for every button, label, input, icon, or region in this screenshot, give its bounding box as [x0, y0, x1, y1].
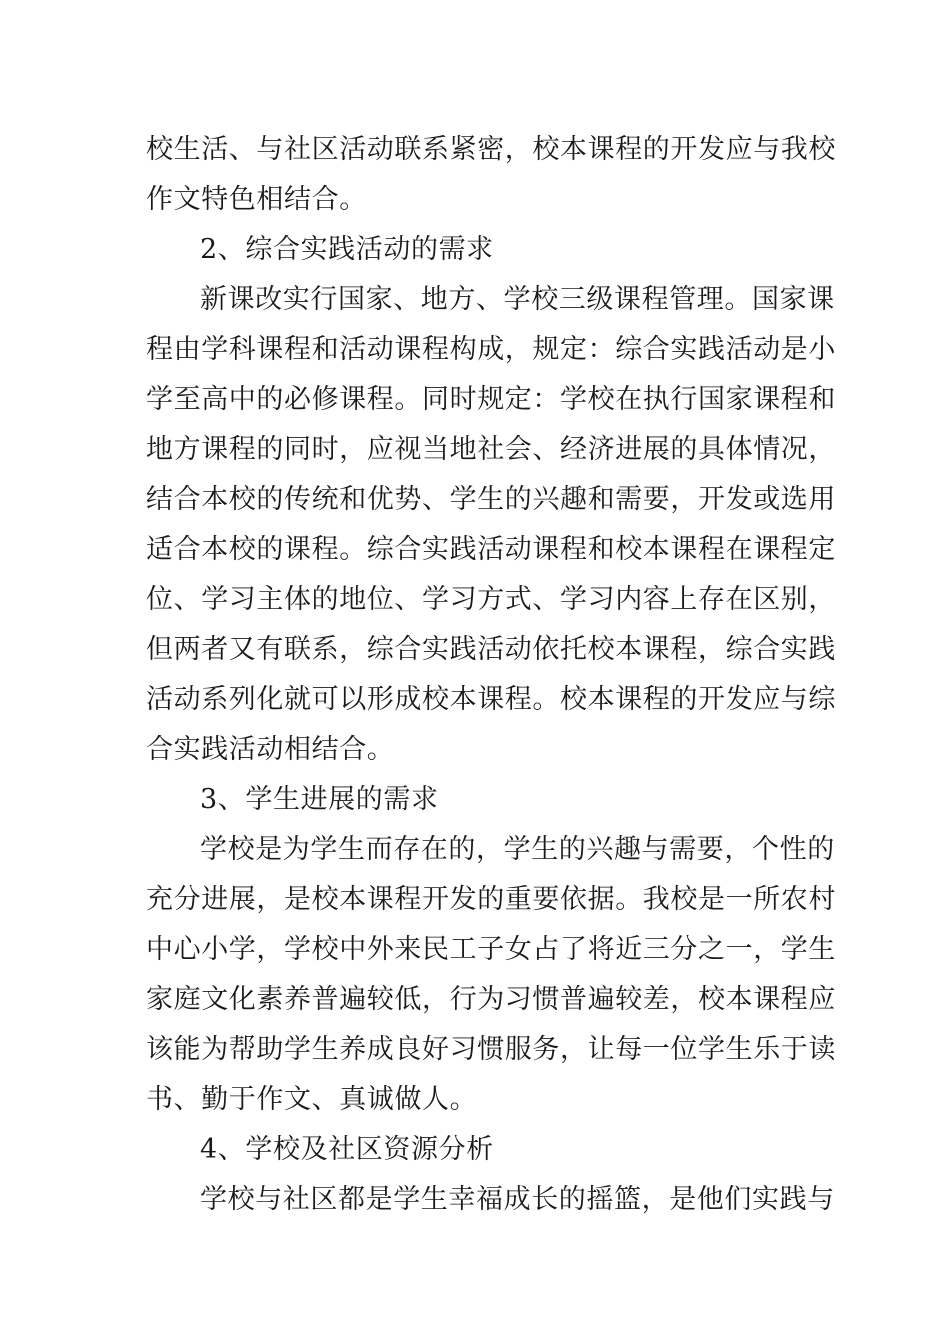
text-line: 学至高中的必修课程。同时规定：学校在执行国家课程和 — [146, 384, 836, 415]
text-line: 程由学科课程和活动课程构成，规定：综合实践活动是小 — [146, 334, 836, 365]
text-line: 但两者又有联系，综合实践活动依托校本课程，综合实践 — [146, 634, 836, 665]
text-line: 该能为帮助学生养成良好习惯服务，让每一位学生乐于读 — [146, 1034, 836, 1065]
text-line: 活动系列化就可以形成校本课程。校本课程的开发应与综 — [146, 684, 836, 715]
text-line: 家庭文化素养普遍较低，行为习惯普遍较差，校本课程应 — [146, 984, 836, 1015]
section-heading: 4、学校及社区资源分析 — [200, 1134, 494, 1165]
text-line: 结合本校的传统和优势、学生的兴趣和需要，开发或选用 — [146, 484, 836, 515]
text-line: 位、学习主体的地位、学习方式、学习内容上存在区别， — [146, 584, 836, 615]
text-line: 充分进展，是校本课程开发的重要依据。我校是一所农村 — [146, 884, 836, 915]
text-line: 中心小学，学校中外来民工子女占了将近三分之一，学生 — [146, 934, 836, 965]
text-line: 新课改实行国家、地方、学校三级课程管理。国家课 — [200, 284, 835, 315]
text-line: 合实践活动相结合。 — [146, 734, 395, 765]
section-heading: 3、学生进展的需求 — [200, 784, 439, 815]
document-body — [146, 125, 836, 1225]
text-line: 作文特色相结合。 — [146, 184, 367, 215]
text-line: 书、勤于作文、真诚做人。 — [146, 1084, 478, 1115]
text-line: 地方课程的同时，应视当地社会、经济进展的具体情况， — [146, 434, 836, 465]
text-line: 校生活、与社区活动联系紧密，校本课程的开发应与我校 — [146, 134, 836, 165]
text-line: 学校是为学生而存在的，学生的兴趣与需要，个性的 — [200, 834, 835, 865]
section-heading: 2、综合实践活动的需求 — [200, 234, 494, 265]
text-line: 学校与社区都是学生幸福成长的摇篮，是他们实践与 — [200, 1184, 835, 1215]
text-line: 适合本校的课程。综合实践活动课程和校本课程在课程定 — [146, 534, 836, 565]
